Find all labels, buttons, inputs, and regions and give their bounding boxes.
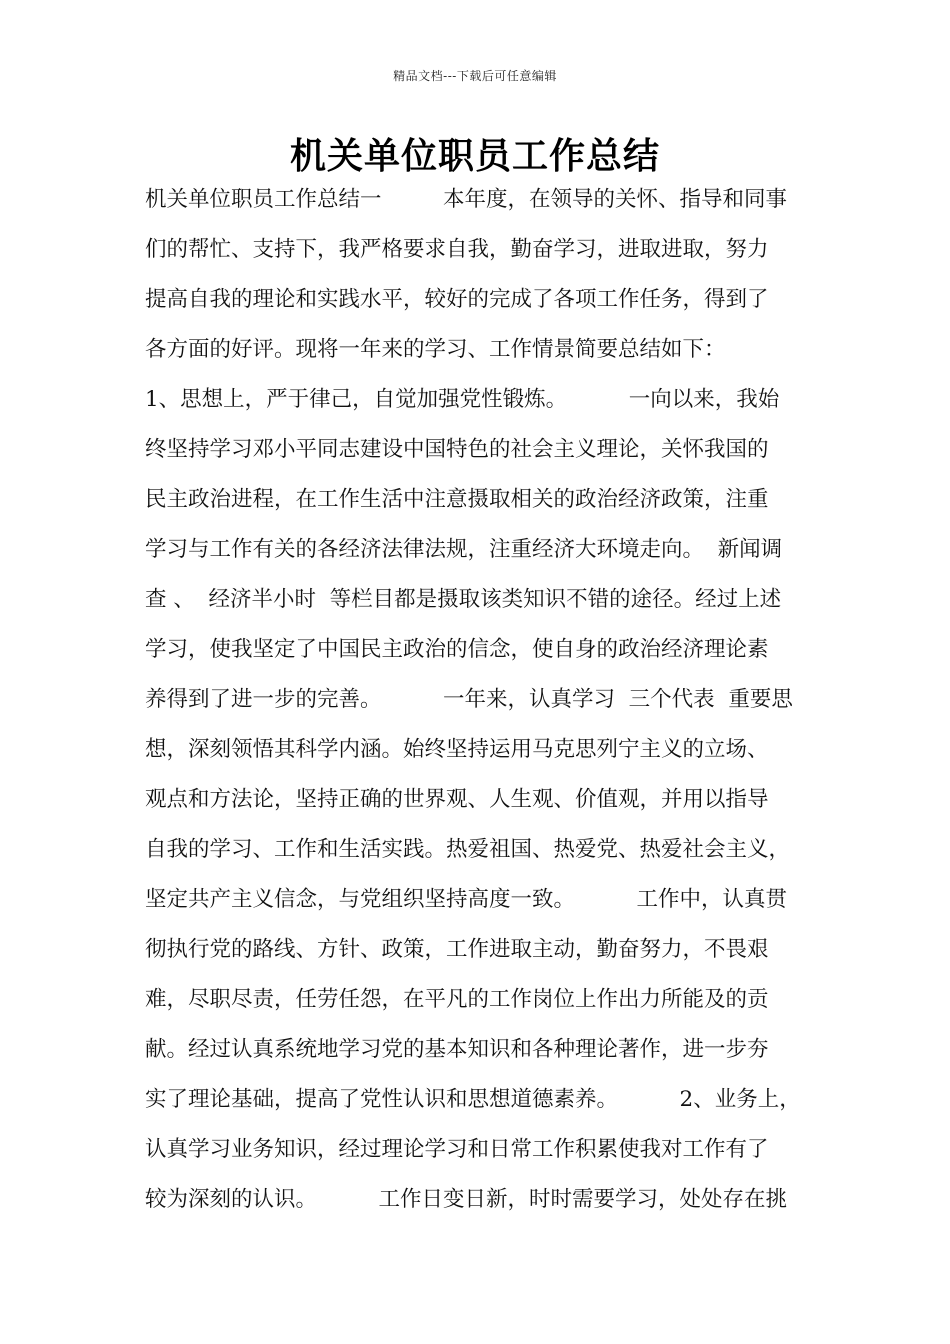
document-title: 机关单位职员工作总结: [289, 135, 660, 177]
text-line: 提高自我的理论和实践水平，较好的完成了各项工作任务，得到了: [145, 287, 769, 312]
text-line: 1、思想上，严于律己，自觉加强党性锻炼。 一向以来，我始: [145, 387, 780, 412]
body-text: [145, 182, 820, 1232]
text-line: 彻执行党的路线、方针、政策，工作进取主动，勤奋努力，不畏艰: [145, 937, 769, 962]
text-line: 献。经过认真系统地学习党的基本知识和各种理论著作，进一步夯: [145, 1037, 769, 1062]
text-line: 想，深刻领悟其科学内涵。始终坚持运用马克思列宁主义的立场、: [145, 737, 769, 762]
text-line: 机关单位职员工作总结一 本年度，在领导的关怀、指导和同事: [145, 187, 788, 212]
text-line: 查 、 经济半小时 等栏目都是摄取该类知识不错的途径。经过上述: [145, 587, 782, 612]
text-line: 民主政治进程，在工作生活中注意摄取相关的政治经济政策，注重: [145, 487, 769, 512]
text-line: 观点和方法论，坚持正确的世界观、人生观、价值观，并用以指导: [145, 787, 769, 812]
text-line: 学习，使我坚定了中国民主政治的信念，使自身的政治经济理论素: [145, 637, 769, 662]
text-line: 难，尽职尽责，任劳任怨，在平凡的工作岗位上作出力所能及的贡: [145, 987, 769, 1012]
header-note: 精品文档---下载后可任意编辑: [393, 69, 557, 83]
text-line: 较为深刻的认识。 工作日变日新，时时需要学习，处处存在挑: [145, 1187, 788, 1212]
text-line: 坚定共产主义信念，与党组织坚持高度一致。 工作中，认真贯: [145, 887, 788, 912]
text-line: 自我的学习、工作和生活实践。热爱祖国、热爱党、热爱社会主义，: [145, 837, 791, 862]
text-line: 终坚持学习邓小平同志建设中国特色的社会主义理论，关怀我国的: [145, 437, 769, 462]
text-line: 实了理论基础，提高了党性认识和思想道德素养。 2、业务上，: [145, 1087, 801, 1112]
text-line: 学习与工作有关的各经济法律法规，注重经济大环境走向。 新闻调: [145, 537, 783, 562]
text-line: 各方面的好评。现将一年来的学习、工作情景简要总结如下：: [145, 337, 726, 362]
text-line: 养得到了进一步的完善。 一年来，认真学习 三个代表 重要思: [145, 687, 793, 712]
text-line: 认真学习业务知识，经过理论学习和日常工作积累使我对工作有了: [145, 1137, 769, 1162]
text-line: 们的帮忙、支持下，我严格要求自我，勤奋学习，进取进取，努力: [145, 237, 769, 262]
